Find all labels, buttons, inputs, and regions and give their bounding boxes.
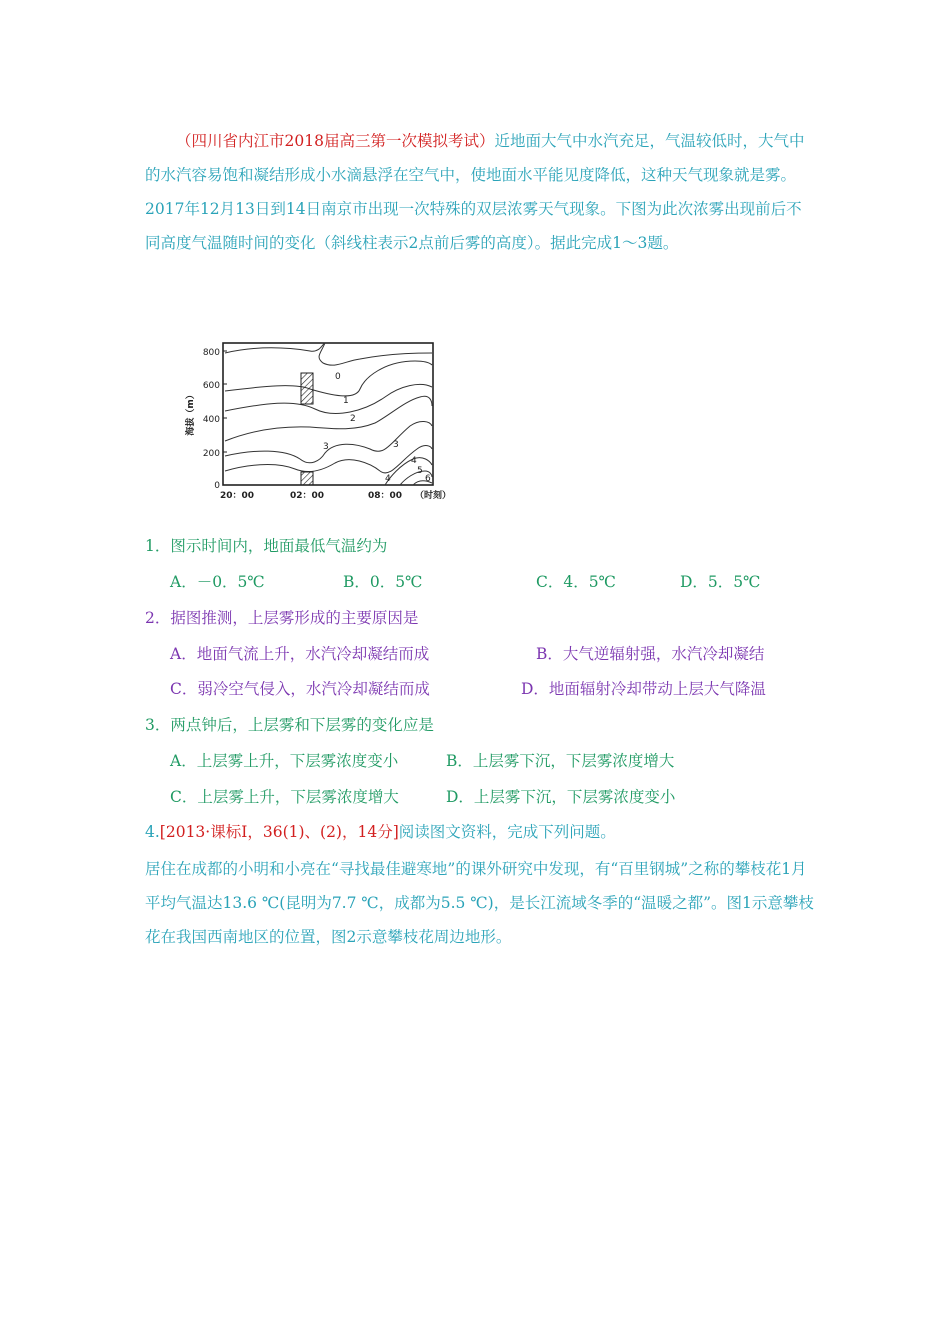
q4-source: [2013·课标Ⅰ，36(1)、(2)，14分] bbox=[159, 823, 399, 841]
x-tick-0800: 08：00 bbox=[367, 491, 403, 501]
intro-source: （四川省内江市2018届高三第一次模拟考试） bbox=[176, 132, 495, 150]
y-axis-label: 海拔（m） bbox=[186, 390, 196, 436]
q4-heading bbox=[145, 822, 616, 842]
isotherm-label-5: 5 bbox=[417, 466, 423, 476]
q3-stem: 3．两点钟后，上层雾和下层雾的变化应是 bbox=[145, 716, 434, 734]
x-tick-0200: 02：00 bbox=[289, 491, 325, 501]
q3-option-b: B．上层雾下沉，下层雾浓度增大 bbox=[446, 752, 675, 770]
q3-option-c: C．上层雾上升，下层雾浓度增大 bbox=[170, 788, 399, 806]
y-tick-400: 400 bbox=[202, 415, 220, 425]
q1-option-c: C．4．5℃ bbox=[536, 573, 616, 591]
q1-option-a: A．－0．5℃ bbox=[170, 573, 265, 591]
isotherm-label-3b: 3 bbox=[393, 440, 399, 450]
y-tick-600: 600 bbox=[202, 381, 220, 391]
q4-body: 居住在成都的小明和小亮在“寻找最佳避寒地”的课外研究中发现，有“百里钢城”之称的攀枝花1月平均气温达13.6 ℃(昆明为7.7 ℃，成都为5.5 ℃)，是长江流域冬季的“温暖之都”。图1示意攀枝花在我国西南地区的位置，图2示意攀枝花周边地形。 bbox=[145, 860, 814, 946]
q1-option-d: D．5．5℃ bbox=[680, 573, 761, 591]
upper-fog-bar bbox=[301, 373, 313, 404]
isotherm-chart bbox=[185, 331, 455, 506]
isotherm-label-0: 0 bbox=[335, 372, 341, 382]
q2-stem: 2．据图推测，上层雾形成的主要原因是 bbox=[145, 609, 419, 627]
y-tick-0: 0 bbox=[214, 481, 220, 491]
x-tick-2000: 20：00 bbox=[219, 491, 255, 501]
q3-option-a: A．上层雾上升，下层雾浓度变小 bbox=[170, 752, 399, 770]
intro-text: 近地面大气中水汽充足，气温较低时，大气中的水汽容易饱和凝结形成小水滴悬浮在空气中，使地面水平能见度降低，这种天气现象就是雾。2017年12月13日到14日南京市出现一次特殊的双层浓雾天气现象。下图为此次浓雾出现前后不同高度气温随时间的变化（斜线柱表示2点前后雾的高度）。据此完成1～3题。 bbox=[145, 132, 805, 252]
q4-number: 4. bbox=[145, 823, 160, 841]
isotherm-label-4: 4 bbox=[411, 456, 417, 466]
y-tick-800: 800 bbox=[202, 348, 220, 358]
q4-lead: 阅读图文资料，完成下列问题。 bbox=[398, 823, 616, 841]
x-unit-label: （时刻） bbox=[414, 491, 452, 501]
isotherm-label-6: 6 bbox=[425, 474, 431, 484]
q1-option-b: B．0．5℃ bbox=[343, 573, 423, 591]
q2-option-b: B．大气逆辐射强，水汽冷却凝结 bbox=[536, 645, 765, 663]
isotherm-label-1: 1 bbox=[343, 396, 349, 406]
y-tick-200: 200 bbox=[202, 449, 220, 459]
q2-option-c: C．弱冷空气侵入，水汽冷却凝结而成 bbox=[170, 680, 430, 698]
isotherm-label-2: 2 bbox=[350, 414, 356, 424]
q1-stem: 1．图示时间内，地面最低气温约为 bbox=[145, 537, 388, 555]
q2-option-d: D．地面辐射冷却带动上层大气降温 bbox=[521, 680, 766, 698]
q3-option-d: D．上层雾下沉，下层雾浓度变小 bbox=[446, 788, 676, 806]
q2-option-a: A．地面气流上升，水汽冷却凝结而成 bbox=[170, 645, 430, 663]
isotherm-label-3a: 3 bbox=[323, 442, 329, 452]
lower-fog-bar bbox=[301, 472, 313, 485]
isotherm-figure bbox=[185, 331, 455, 506]
intro-paragraph bbox=[145, 124, 810, 260]
isotherm-label-4b: 4 bbox=[385, 474, 391, 484]
